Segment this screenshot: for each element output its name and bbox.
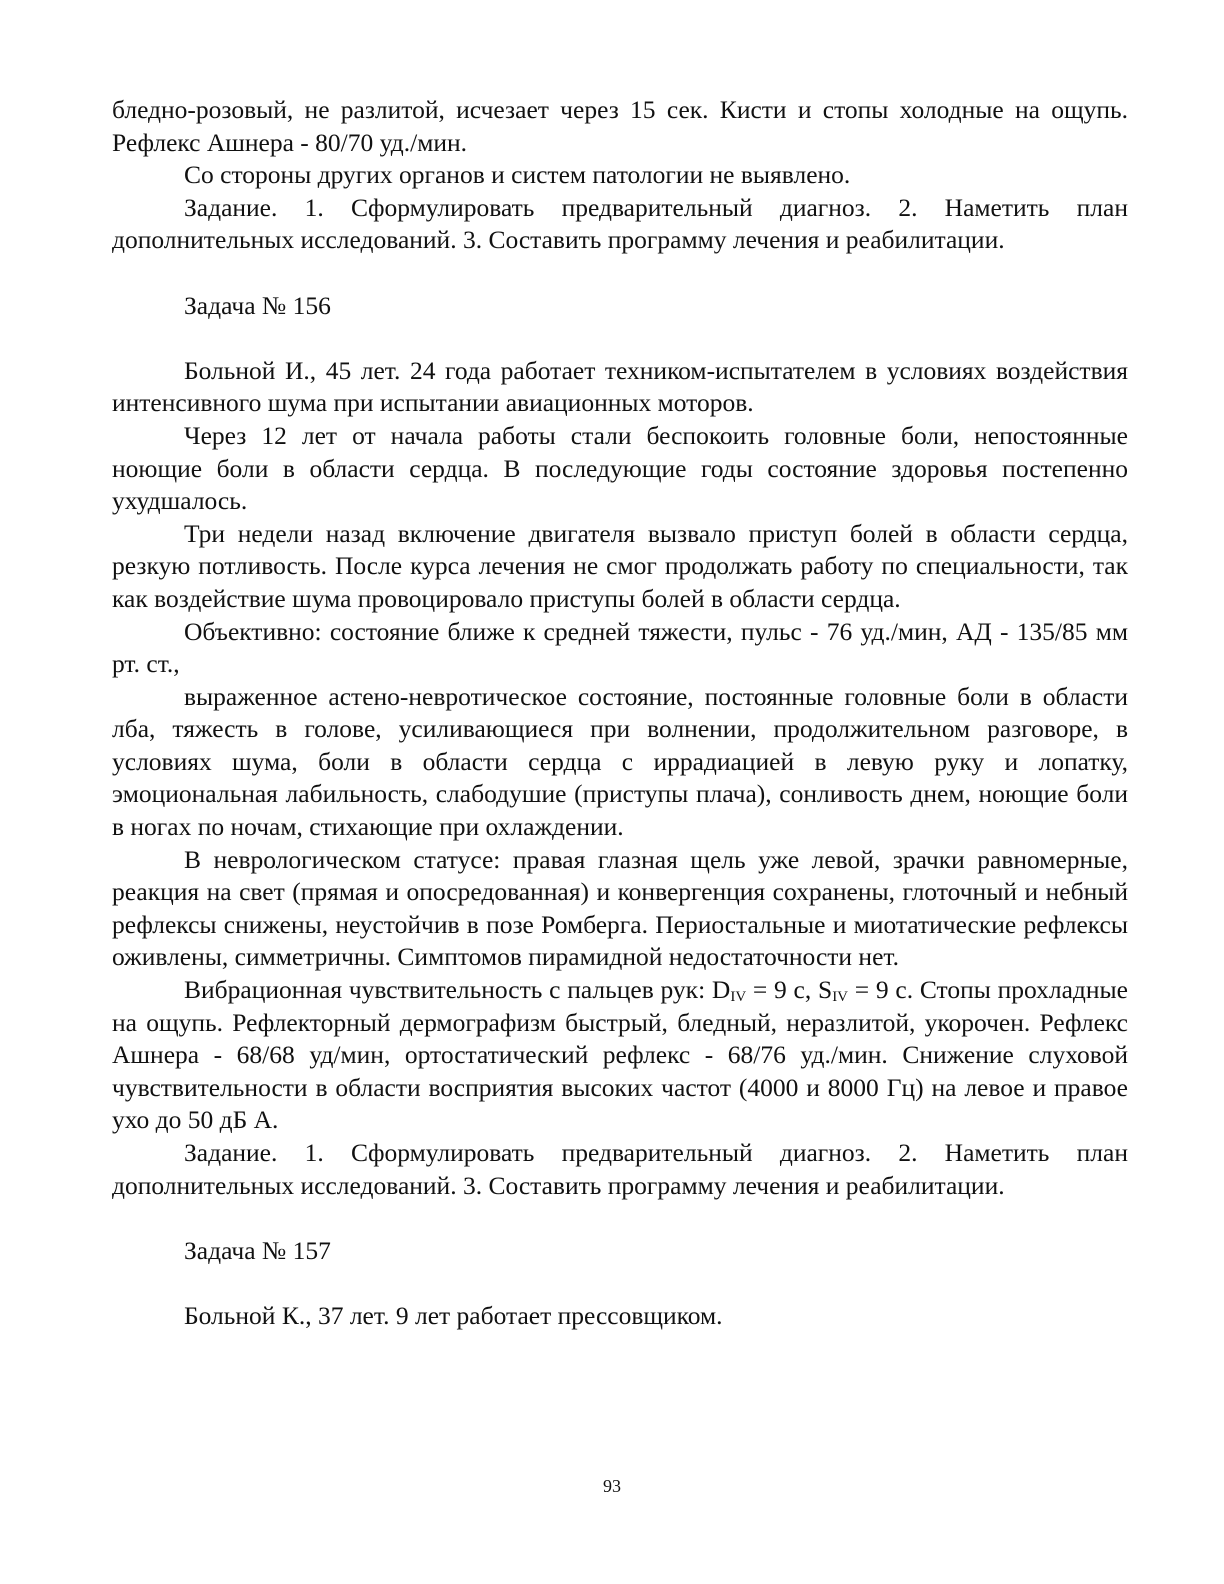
- subscript-iv-1: IV: [730, 989, 747, 1006]
- problem-156-paragraph-6: В неврологическом статусе: правая глазная щель уже левой, зрачки равномерные, реакция на свет (прямая и опосредованная) и конвергенция сохранены, глоточный и небный рефлексы снижены, неустойчив в позе Ромберга. Периостальные и миотатические рефлексы оживлены, симметричны. Симптомов пирамидной недостаточности нет.: [112, 844, 1128, 972]
- vibration-text-c: = 9 с. Стопы прохладные на ощупь. Рефлекторный дермографизм быстрый, бледный, неразлитой, укорочен. Рефлекс Ашнера - 68/68 уд/мин, ортостатический рефлекс - 68/76 уд./мин. Снижение слуховой чувствительности в области восприятия высоких частот (4000 и 8000 Гц) на левое и правое ухо до 50 дБ А.: [112, 975, 1128, 1135]
- intro-other-organs-paragraph: Со стороны других органов и систем патологии не выявлено.: [184, 160, 851, 190]
- problem-156-heading: Задача № 156: [184, 290, 331, 320]
- problem-156-paragraph-2: Через 12 лет от начала работы стали беспокоить головные боли, непостоянные ноющие боли в области сердца. В последующие годы состояние здоровья постепенно ухудшалось.: [112, 420, 1128, 516]
- document-page: [112, 94, 1128, 1333]
- problem-156-paragraph-7: [112, 974, 1128, 1137]
- problem-157-heading: Задача № 157: [184, 1235, 331, 1265]
- problem-157-paragraph-1: Больной К., 37 лет. 9 лет работает прессовщиком.: [184, 1300, 723, 1330]
- problem-156-paragraph-5: выраженное астено-невротическое состояние, постоянные головные боли в области лба, тяжесть в голове, усиливающиеся при волнении, продолжительном разговоре, в условиях шума, боли в области сердца с иррадиацией в левую руку и лопатку, эмоциональная лабильность, слабодушие (приступы плача), сонливость днем, ноющие боли в ногах по ночам, стихающие при охлаждении.: [112, 681, 1128, 842]
- spacer: [112, 1202, 1128, 1235]
- page-number: 93: [603, 1476, 621, 1496]
- problem-156-paragraph-3: Три недели назад включение двигателя вызвало приступ болей в области сердца, резкую потливость. После курса лечения не смог продолжать работу по специальности, так как воздействие шума провоцировало приступы болей в области сердца.: [112, 518, 1128, 613]
- problem-156-task-paragraph: Задание. 1. Сформулировать предварительный диагноз. 2. Наметить план дополнительных исследований. 3. Составить программу лечения и реабилитации.: [112, 1138, 1128, 1200]
- intro-task-paragraph: Задание. 1. Сформулировать предварительный диагноз. 2. Наметить план дополнительных исследований. 3. Составить программу лечения и реабилитации.: [112, 192, 1128, 255]
- subscript-iv-2: IV: [832, 989, 849, 1006]
- spacer: [112, 257, 1128, 290]
- intro-continuation-paragraph: бледно-розовый, не разлитой, исчезает через 15 сек. Кисти и стопы холодные на ощупь. Рефлекс Ашнера - 80/70 уд./мин.: [112, 95, 1128, 157]
- vibration-text-b: = 9 с, S: [746, 975, 833, 1005]
- spacer: [112, 322, 1128, 355]
- spacer: [112, 1267, 1128, 1300]
- problem-156-paragraph-4: Объективно: состояние ближе к средней тяжести, пульс - 76 уд./мин, АД - 135/85 мм рт. ст.,: [112, 616, 1128, 679]
- vibration-text-a: Вибрационная чувствительность с пальцев рук: D: [184, 975, 731, 1005]
- problem-156-paragraph-1: Больной И., 45 лет. 24 года работает техником-испытателем в условиях воздействия интенсивного шума при испытании авиационных моторов.: [112, 355, 1128, 418]
